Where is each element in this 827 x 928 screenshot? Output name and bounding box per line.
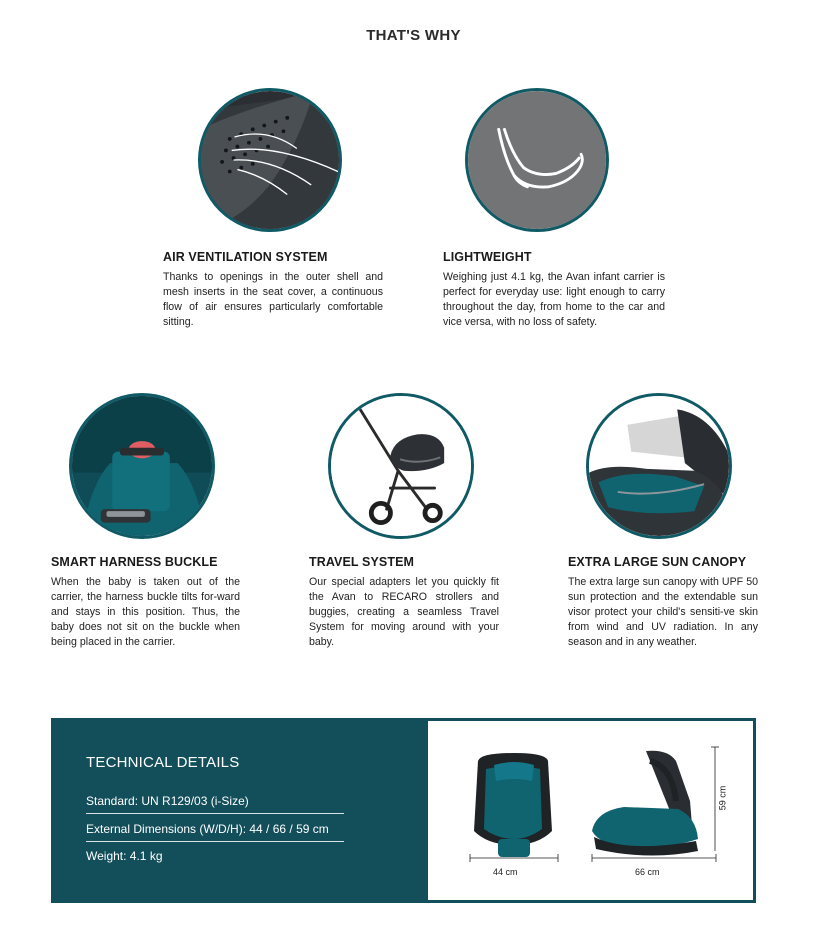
feature-title-lightweight: LIGHTWEIGHT (443, 250, 532, 264)
feature-text-travel: Our special adapters let you quickly fit the Avan to RECARO strollers and buggies, creating a seamless Travel System for moving around with your baby. (309, 576, 499, 648)
air-ventilation-icon (198, 88, 342, 232)
height-label: 59 cm (717, 785, 728, 811)
width-label: 44 cm (493, 867, 518, 877)
feature-title-canopy: EXTRA LARGE SUN CANOPY (568, 555, 747, 569)
dimension-diagram (428, 721, 753, 900)
front-view-seat (474, 753, 552, 857)
depth-label: 66 cm (635, 867, 660, 877)
sun-canopy-image (586, 393, 732, 539)
spec-standard: Standard: UN R129/03 (i-Size) (86, 794, 249, 808)
feature-title-travel: TRAVEL SYSTEM (309, 555, 415, 569)
technical-dimensions-panel (428, 721, 753, 900)
page-heading: THAT'S WHY (366, 27, 461, 44)
feature-text-air-ventilation: Thanks to openings in the outer shell and mesh inserts in the seat cover, a continuous flow of air ensures particularly comfortable sitting. (163, 271, 383, 328)
side-view-seat (592, 751, 698, 856)
stroller-image (328, 393, 474, 539)
feature-text-lightweight: Weighing just 4.1 kg, the Avan infant carrier is perfect for everyday use: light enough to carry throughout the day, from home to the car and vice versa, with no loss of safety. (443, 271, 665, 328)
spec-weight: Weight: 4.1 kg (86, 849, 163, 863)
feature-title-harness: SMART HARNESS BUCKLE (51, 555, 218, 569)
spec-dimensions: External Dimensions (W/D/H): 44 / 66 / 59 cm (86, 822, 329, 836)
feature-title-air-ventilation: AIR VENTILATION SYSTEM (163, 250, 328, 264)
feature-text-harness: When the baby is taken out of the carrier, the harness buckle tilts for-ward and stays in this position. Thus, the baby does not sit on the buckle when being placed in the carrier. (51, 576, 240, 648)
spec-divider (86, 841, 344, 842)
lightweight-icon (465, 88, 609, 232)
feature-text-canopy: The extra large sun canopy with UPF 50 sun protection and the extendable sun visor protect your child's sensiti-ve skin from wind and UV radiation. In any season and in any weather. (568, 576, 758, 648)
technical-details-title: TECHNICAL DETAILS (86, 754, 240, 771)
harness-buckle-image (69, 393, 215, 539)
spec-divider (86, 813, 344, 814)
